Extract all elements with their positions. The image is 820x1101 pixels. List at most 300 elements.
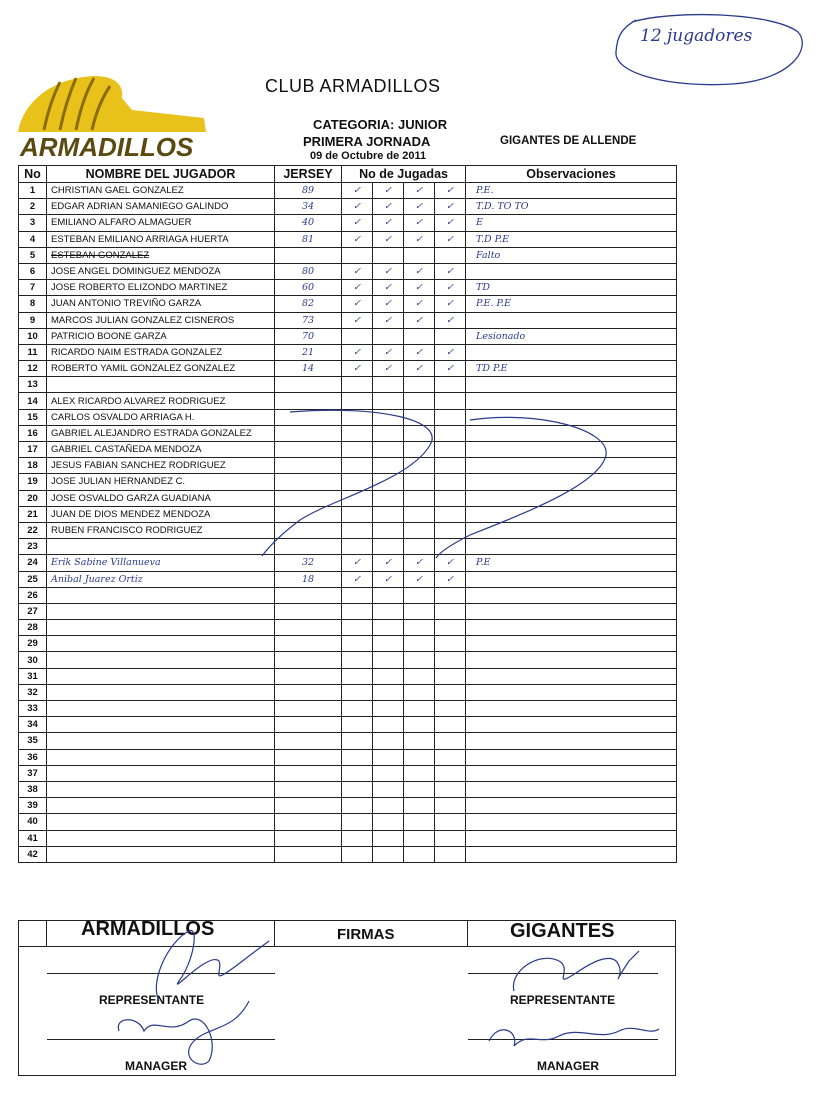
play-check: ✓ [404, 280, 435, 296]
play-check: ✓ [404, 183, 435, 199]
table-row [19, 652, 677, 668]
play-check [404, 393, 435, 409]
table-row [19, 522, 677, 538]
team-a-name: ARMADILLOS [81, 918, 215, 940]
play-check [404, 814, 435, 830]
row-number: 39 [19, 798, 47, 814]
play-check [404, 377, 435, 393]
play-check [342, 846, 373, 862]
observation: Falto [466, 247, 677, 263]
row-number: 7 [19, 280, 47, 296]
play-check [404, 247, 435, 263]
table-row [19, 312, 677, 328]
row-number: 31 [19, 668, 47, 684]
table-row [19, 183, 677, 199]
row-number: 2 [19, 199, 47, 215]
observation [466, 442, 677, 458]
player-name: GABRIEL CASTAÑEDA MENDOZA [47, 442, 275, 458]
team-b-name: GIGANTES [510, 920, 615, 942]
observation [466, 490, 677, 506]
play-check: ✓ [435, 280, 466, 296]
jersey-number: 40 [275, 215, 342, 231]
play-check: ✓ [404, 555, 435, 571]
play-check: ✓ [404, 263, 435, 279]
play-check [404, 781, 435, 797]
play-check [435, 765, 466, 781]
player-name: CARLOS OSVALDO ARRIAGA H. [47, 409, 275, 425]
play-check [373, 701, 404, 717]
table-row [19, 474, 677, 490]
jersey-number [275, 636, 342, 652]
play-check [342, 717, 373, 733]
row-number: 16 [19, 425, 47, 441]
observation [466, 263, 677, 279]
play-check [435, 733, 466, 749]
play-check: ✓ [373, 183, 404, 199]
play-check [342, 830, 373, 846]
col-nombre: NOMBRE DEL JUGADOR [47, 166, 275, 183]
table-row [19, 344, 677, 360]
table-row [19, 247, 677, 263]
observation [466, 344, 677, 360]
jersey-number [275, 798, 342, 814]
jersey-number [275, 830, 342, 846]
play-check [373, 587, 404, 603]
row-number: 21 [19, 506, 47, 522]
observation [466, 312, 677, 328]
player-name: RICARDO NAIM ESTRADA GONZALEZ [47, 344, 275, 360]
row-number: 12 [19, 361, 47, 377]
play-check [342, 701, 373, 717]
play-check [342, 765, 373, 781]
play-check [404, 620, 435, 636]
player-name [47, 814, 275, 830]
observation [466, 781, 677, 797]
observation [466, 636, 677, 652]
play-check [404, 474, 435, 490]
row-number: 9 [19, 312, 47, 328]
observation [466, 749, 677, 765]
play-check [404, 717, 435, 733]
player-name: CHRISTIAN GAEL GONZALEZ [47, 183, 275, 199]
play-check: ✓ [342, 312, 373, 328]
jersey-number [275, 717, 342, 733]
play-check [373, 749, 404, 765]
play-check: ✓ [404, 312, 435, 328]
play-check: ✓ [342, 571, 373, 587]
play-check: ✓ [404, 571, 435, 587]
table-row [19, 636, 677, 652]
signature-mgr-a [118, 1001, 249, 1064]
jersey-number [275, 393, 342, 409]
play-check: ✓ [373, 361, 404, 377]
handwritten-note [612, 8, 808, 88]
row-number: 25 [19, 571, 47, 587]
play-check: ✓ [404, 361, 435, 377]
play-check [373, 506, 404, 522]
row-number: 35 [19, 733, 47, 749]
col-observaciones: Observaciones [466, 166, 677, 183]
signature-rep-a [156, 931, 269, 1001]
play-check [342, 490, 373, 506]
table-row [19, 458, 677, 474]
observation: Lesionado [466, 328, 677, 344]
jersey-number: 73 [275, 312, 342, 328]
table-row [19, 717, 677, 733]
play-check [435, 247, 466, 263]
player-name: ESTEBAN EMILIANO ARRIAGA HUERTA [47, 231, 275, 247]
play-check [342, 733, 373, 749]
player-name [47, 620, 275, 636]
play-check [342, 425, 373, 441]
roster-body [19, 183, 677, 863]
play-check: ✓ [404, 231, 435, 247]
jersey-number: 89 [275, 183, 342, 199]
mgr-a-label: MANAGER [125, 1059, 187, 1073]
player-name [47, 652, 275, 668]
player-name: GABRIEL ALEJANDRO ESTRADA GONZALEZ [47, 425, 275, 441]
table-row [19, 490, 677, 506]
observation [466, 701, 677, 717]
table-row [19, 668, 677, 684]
play-check: ✓ [435, 199, 466, 215]
jersey-number [275, 409, 342, 425]
play-check [373, 717, 404, 733]
play-check [435, 668, 466, 684]
player-name [47, 717, 275, 733]
play-check [373, 846, 404, 862]
play-check [404, 846, 435, 862]
jersey-number: 60 [275, 280, 342, 296]
play-check [342, 814, 373, 830]
player-name: Anibal Juarez Ortiz [47, 571, 275, 587]
play-check [404, 328, 435, 344]
row-number: 41 [19, 830, 47, 846]
play-check [435, 717, 466, 733]
play-check [435, 458, 466, 474]
col-jersey: JERSEY [275, 166, 342, 183]
observation: P.E [466, 555, 677, 571]
play-check [342, 798, 373, 814]
play-check [373, 814, 404, 830]
jersey-number: 18 [275, 571, 342, 587]
rep-b-label: REPRESENTANTE [510, 993, 616, 1007]
play-check: ✓ [435, 215, 466, 231]
observation [466, 733, 677, 749]
observation: TD [466, 280, 677, 296]
play-check: ✓ [373, 231, 404, 247]
row-number: 17 [19, 442, 47, 458]
table-row [19, 781, 677, 797]
table-row [19, 830, 677, 846]
table-row [19, 409, 677, 425]
play-check: ✓ [404, 296, 435, 312]
table-row [19, 603, 677, 619]
table-row [19, 328, 677, 344]
play-check [404, 701, 435, 717]
table-row [19, 571, 677, 587]
play-check [404, 749, 435, 765]
jersey-number [275, 442, 342, 458]
play-check [404, 506, 435, 522]
player-name: RUBEN FRANCISCO RODRIGUEZ [47, 522, 275, 538]
signature-rep-b [513, 951, 639, 991]
row-number: 36 [19, 749, 47, 765]
table-row [19, 798, 677, 814]
jersey-number [275, 765, 342, 781]
play-check [435, 393, 466, 409]
player-name: JUAN ANTONIO TREVIÑO GARZA [47, 296, 275, 312]
jersey-number: 34 [275, 199, 342, 215]
table-row [19, 701, 677, 717]
play-check [435, 701, 466, 717]
observation [466, 814, 677, 830]
jersey-number [275, 539, 342, 555]
jersey-number [275, 506, 342, 522]
table-row [19, 765, 677, 781]
observation [466, 620, 677, 636]
table-row [19, 846, 677, 862]
play-check [342, 684, 373, 700]
player-name: MARCOS JULIAN GONZALEZ CISNEROS [47, 312, 275, 328]
play-check: ✓ [373, 555, 404, 571]
row-number: 23 [19, 539, 47, 555]
play-check [435, 830, 466, 846]
row-number: 42 [19, 846, 47, 862]
row-number: 1 [19, 183, 47, 199]
observation [466, 765, 677, 781]
armadillos-logo [14, 70, 214, 165]
player-name: JOSE JULIAN HERNANDEZ C. [47, 474, 275, 490]
play-check [404, 603, 435, 619]
jersey-number [275, 603, 342, 619]
play-check [435, 377, 466, 393]
jersey-number [275, 522, 342, 538]
jersey-number [275, 749, 342, 765]
play-check [435, 409, 466, 425]
play-check [373, 442, 404, 458]
player-name: JESUS FABIAN SANCHEZ RODRIGUEZ [47, 458, 275, 474]
observation [466, 587, 677, 603]
rival-team: GIGANTES DE ALLENDE [500, 135, 637, 147]
play-check: ✓ [435, 312, 466, 328]
player-name [47, 846, 275, 862]
row-number: 11 [19, 344, 47, 360]
play-check [435, 603, 466, 619]
row-number: 18 [19, 458, 47, 474]
jersey-number: 32 [275, 555, 342, 571]
play-check [342, 652, 373, 668]
play-check [342, 636, 373, 652]
play-check [435, 749, 466, 765]
player-name: PATRICIO BOONE GARZA [47, 328, 275, 344]
play-check [435, 798, 466, 814]
jersey-number [275, 474, 342, 490]
row-number: 8 [19, 296, 47, 312]
table-row [19, 393, 677, 409]
rep-a-label: REPRESENTANTE [99, 993, 205, 1007]
play-check [342, 393, 373, 409]
jersey-number [275, 846, 342, 862]
play-check [342, 749, 373, 765]
row-number: 14 [19, 393, 47, 409]
play-check: ✓ [404, 215, 435, 231]
play-check [342, 474, 373, 490]
play-check [342, 620, 373, 636]
play-check [435, 328, 466, 344]
observation [466, 684, 677, 700]
play-check: ✓ [373, 312, 404, 328]
play-check: ✓ [342, 215, 373, 231]
table-row [19, 684, 677, 700]
fecha: 09 de Octubre de 2011 [310, 150, 427, 162]
club-title: CLUB ARMADILLOS [265, 76, 441, 96]
play-check: ✓ [342, 555, 373, 571]
svg-text:ARMADILLOS: ARMADILLOS [20, 132, 194, 162]
table-row [19, 280, 677, 296]
row-number: 10 [19, 328, 47, 344]
table-row [19, 231, 677, 247]
play-check: ✓ [373, 280, 404, 296]
note-oval [612, 8, 808, 88]
player-name: EMILIANO ALFARO ALMAGUER [47, 215, 275, 231]
observation: T.D P.E [466, 231, 677, 247]
play-check: ✓ [342, 361, 373, 377]
player-name [47, 636, 275, 652]
row-number: 24 [19, 555, 47, 571]
observation [466, 409, 677, 425]
player-name [47, 684, 275, 700]
player-name [47, 668, 275, 684]
play-check [342, 409, 373, 425]
play-check: ✓ [342, 263, 373, 279]
player-name: Erik Sabine Villanueva [47, 555, 275, 571]
row-number: 5 [19, 247, 47, 263]
player-name: ESTEBAN GONZALEZ [47, 247, 275, 263]
play-check [342, 587, 373, 603]
play-check [373, 409, 404, 425]
play-check [342, 522, 373, 538]
observation [466, 522, 677, 538]
play-check: ✓ [373, 215, 404, 231]
play-check: ✓ [373, 344, 404, 360]
play-check [373, 652, 404, 668]
table-row [19, 555, 677, 571]
play-check [404, 409, 435, 425]
note-text: 12 jugadores [640, 26, 753, 46]
play-check [435, 539, 466, 555]
observation [466, 393, 677, 409]
observation [466, 425, 677, 441]
player-name [47, 377, 275, 393]
player-name [47, 733, 275, 749]
signature-box [18, 920, 676, 1076]
play-check [404, 587, 435, 603]
play-check [435, 636, 466, 652]
play-check [404, 652, 435, 668]
observation [466, 603, 677, 619]
play-check [342, 247, 373, 263]
row-number: 40 [19, 814, 47, 830]
roster-table [18, 165, 677, 863]
table-row [19, 442, 677, 458]
player-name [47, 587, 275, 603]
categoria: CATEGORIA: JUNIOR [313, 117, 448, 132]
player-name [47, 749, 275, 765]
observation [466, 798, 677, 814]
play-check [342, 442, 373, 458]
table-row [19, 587, 677, 603]
play-check [404, 458, 435, 474]
jersey-number [275, 684, 342, 700]
play-check [373, 781, 404, 797]
firmas-label: FIRMAS [337, 926, 395, 943]
row-number: 33 [19, 701, 47, 717]
play-check: ✓ [404, 344, 435, 360]
handwritten-signatures [19, 921, 677, 1077]
play-check [373, 522, 404, 538]
play-check: ✓ [435, 231, 466, 247]
play-check [373, 830, 404, 846]
play-check: ✓ [435, 555, 466, 571]
observation [466, 377, 677, 393]
play-check [435, 620, 466, 636]
play-check [435, 474, 466, 490]
play-check: ✓ [435, 344, 466, 360]
play-check [373, 377, 404, 393]
row-number: 29 [19, 636, 47, 652]
observation [466, 846, 677, 862]
player-name: ROBERTO YAMIL GONZALEZ GONZALEZ [47, 361, 275, 377]
play-check [342, 539, 373, 555]
play-check [342, 603, 373, 619]
jersey-number: 70 [275, 328, 342, 344]
col-jugadas: No de Jugadas [342, 166, 466, 183]
player-name [47, 603, 275, 619]
mgr-b-label: MANAGER [537, 1059, 599, 1073]
play-check [373, 247, 404, 263]
jersey-number: 14 [275, 361, 342, 377]
player-name [47, 830, 275, 846]
table-row [19, 749, 677, 765]
player-name [47, 539, 275, 555]
jornada: PRIMERA JORNADA [303, 134, 431, 149]
jersey-number [275, 652, 342, 668]
player-name: ALEX RICARDO ALVAREZ RODRIGUEZ [47, 393, 275, 409]
jersey-number [275, 814, 342, 830]
play-check [342, 781, 373, 797]
play-check [404, 765, 435, 781]
jersey-number [275, 458, 342, 474]
play-check: ✓ [435, 296, 466, 312]
jersey-number [275, 668, 342, 684]
play-check [435, 587, 466, 603]
play-check [404, 490, 435, 506]
play-check [435, 652, 466, 668]
jersey-number: 80 [275, 263, 342, 279]
play-check [404, 798, 435, 814]
jersey-number [275, 425, 342, 441]
play-check: ✓ [435, 571, 466, 587]
play-check [435, 814, 466, 830]
table-row [19, 377, 677, 393]
play-check [373, 425, 404, 441]
observation [466, 474, 677, 490]
play-check [342, 377, 373, 393]
table-row [19, 539, 677, 555]
table-row [19, 361, 677, 377]
play-check [342, 668, 373, 684]
